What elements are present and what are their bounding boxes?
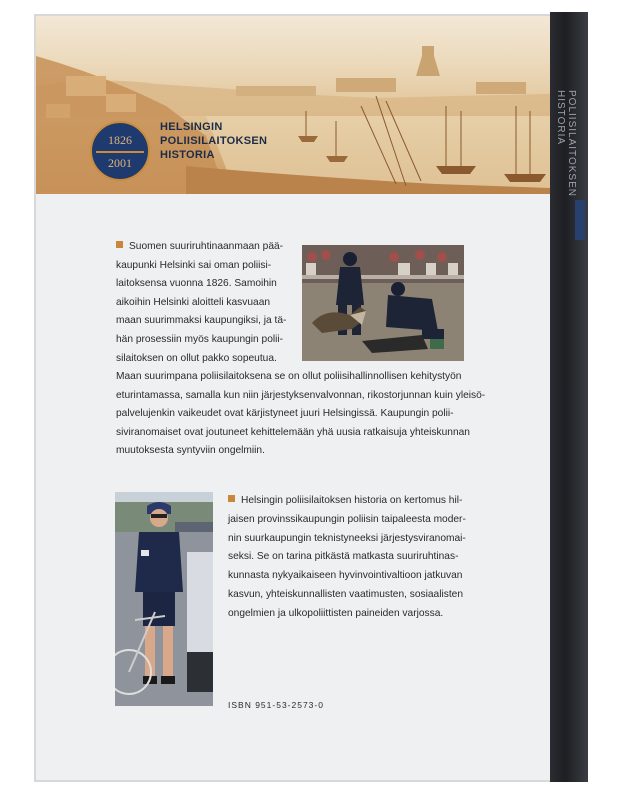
year-end: 2001 [108,156,132,170]
para2-line: nin suurkaupungin teknistyneeksi järjestysviranomai- [228,532,466,544]
back-cover [36,16,550,780]
isbn-number: ISBN 951-53-2573-0 [228,700,324,710]
year-start: 1826 [108,133,132,147]
title-line-1: HELSINGIN [160,121,223,133]
badge-divider [96,151,144,153]
para2-line: seksi. Se on tarina pitkästä matkasta suuriruhtinas- [228,551,459,563]
para2-line: kasvun, yhteiskunnallisten vaatimusten, sosiaalisten [228,588,464,600]
para1-cont-line: palvelujenkin vaikeudet ovat kärjistyneet juuri Helsingissä. Kaupungin polii- [116,408,454,420]
bullet-square [116,241,123,248]
para1-cont-line: eturintamassa, samalla kun niin järjestyksenvalvonnan, rikostorjunnan kuin yleisö- [116,389,486,401]
years-badge [90,121,150,181]
para1-line: silaitoksen on ollut pakko sopeutua. [116,352,277,364]
para1-line: aikoihin Helsinki aloitteli kasvuaan [116,296,271,308]
para1-line: hän prosessiin myös kaupungin polii- [116,333,284,345]
title-line-2: POLIISILAITOKSEN [160,135,268,147]
history-paragraph [228,492,494,624]
harbor-banner [36,16,550,194]
spine-title [555,90,577,197]
para1-cont-line: siviranomaiset ovat joutuneet kehittelemään yhä uusia ratkaisuja yhteiskunnan [116,426,470,438]
para1-line: kaupunki Helsinki sai oman poliisi- [116,259,272,271]
bullet-square [228,495,235,502]
para2-line: Helsingin poliisilaitoksen historia on kertomus hil- [241,495,463,506]
spine-line-2: HISTORIA [555,90,566,146]
para1-line: laitoksensa vuonna 1826. Samoihin [116,278,277,290]
para2-line: ongelmien ja ulkopoliittisten paineiden varjossa. [228,607,444,619]
bicycle-officer-photo [115,492,213,706]
intro-paragraph [116,238,306,368]
police-dog-photo [302,245,464,361]
para1-cont-line: muutoksesta syntyviin ongelmiin. [116,445,265,457]
intro-paragraph-continued [116,368,496,461]
title-line-3: HISTORIA [160,149,215,161]
spine-emblem [575,200,585,240]
para1-line: maan suurimmaksi kaupungiksi, ja tä- [116,315,287,327]
para1-cont-line: Maan suurimpana poliisilaitoksena se on ollut poliisihallinnollisen kehitystyön [116,371,462,382]
para2-line: kunnasta nykyaikaiseen hyvinvointivaltioon jatkuvan [228,570,463,582]
para1-line: Suomen suuriruhtinaanmaan pää- [129,241,284,252]
spine-line-1: POLIISILAITOKSEN [566,90,577,197]
book-title [160,120,267,162]
para2-line: jaisen provinssikaupungin poliisin taipaleesta moder- [228,513,466,525]
